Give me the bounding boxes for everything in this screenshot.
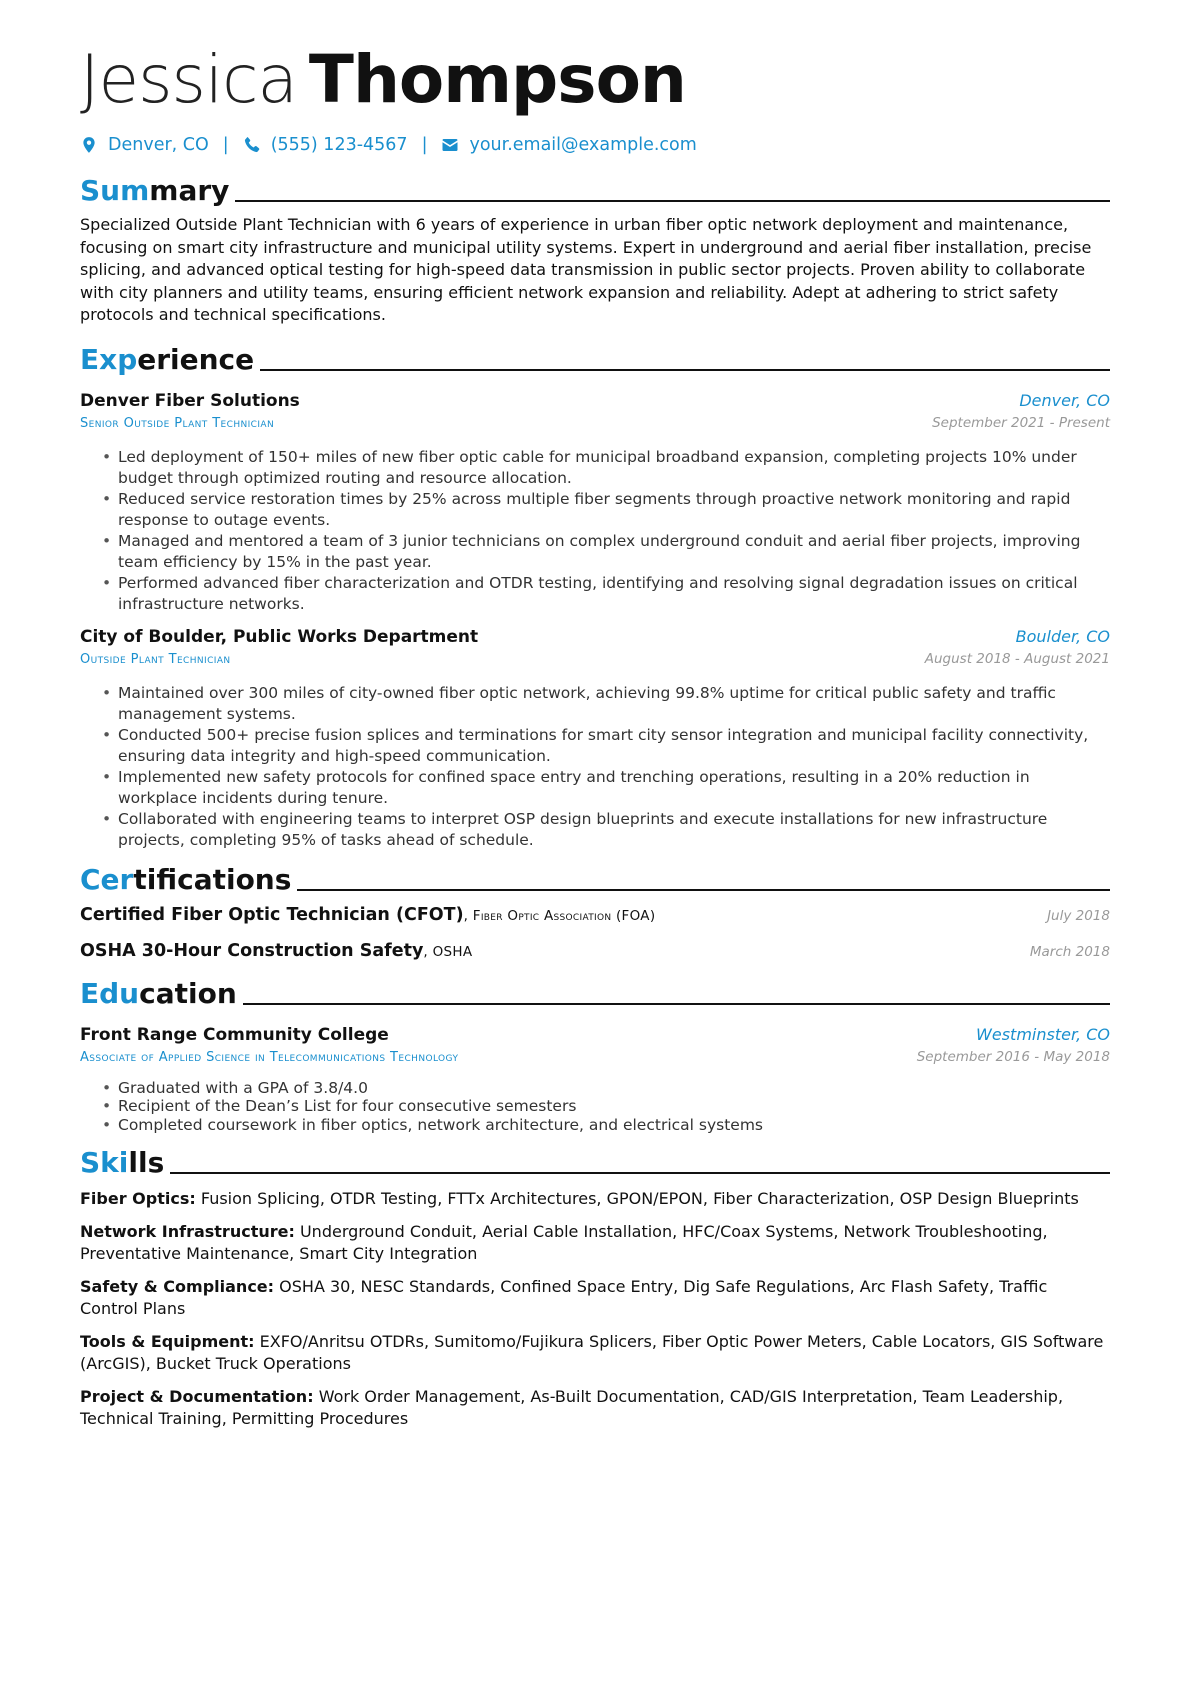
education-bullets	[80, 1079, 1110, 1135]
certification-item: OSHA 30-Hour Construction Safety, OSHA March 2018	[80, 940, 1110, 961]
experience-heading: Experience	[80, 342, 255, 376]
skill-row	[80, 1386, 1110, 1431]
location-item	[80, 135, 209, 155]
section-heading	[80, 1140, 1110, 1180]
skill-category: Safety & Compliance:	[80, 1276, 275, 1296]
skills-section	[80, 1140, 1110, 1431]
list-item: • Completed coursework in fiber optics, network architecture, and electrical systems	[118, 1116, 1110, 1135]
list-item: • Graduated with a GPA of 3.8/4.0	[118, 1079, 1110, 1098]
heading-rule	[235, 200, 1110, 202]
skill-row	[80, 1188, 1110, 1211]
education-section	[80, 971, 1110, 1135]
heading-rule	[170, 1172, 1110, 1174]
education-heading: Education	[80, 976, 237, 1010]
education-entry	[80, 1025, 1110, 1135]
employer-name: City of Boulder, Public Works Department	[80, 626, 479, 647]
skill-row	[80, 1276, 1110, 1321]
list-item: • Collaborated with engineering teams to interpret OSP design blueprints and execute installations for new infrastructure projects, completing 95% of tasks ahead of schedule.	[118, 809, 1110, 851]
contact-bar	[80, 132, 1110, 158]
job-location: Boulder, CO	[1015, 626, 1110, 646]
skill-items: Fusion Splicing, OTDR Testing, FTTx Architectures, GPON/EPON, Fiber Characterization, OSP Design Blueprints	[200, 1189, 1079, 1208]
job-title: Outside Plant Technician	[80, 651, 231, 667]
heading-rule	[243, 1003, 1110, 1005]
list-item: • Conducted 500+ precise fusion splices and terminations for smart city sensor integration and municipal facility connectivity, ensuring data integrity and high-speed communication.	[118, 725, 1110, 767]
section-heading	[80, 168, 1110, 208]
skill-items: OSHA 30, NESC Standards, Confined Space Entry, Dig Safe Regulations, Arc Flash Safety, Traffic Control Plans	[80, 1276, 1048, 1318]
experience-section	[80, 337, 1110, 851]
job-title: Senior Outside Plant Technician	[80, 415, 275, 431]
school-name: Front Range Community College	[80, 1024, 389, 1045]
certifications-section	[80, 857, 1110, 969]
job-dates: August 2018 - August 2021	[924, 650, 1110, 667]
certification-issuer: OSHA	[432, 943, 473, 960]
phone-item	[243, 135, 408, 155]
candidate-name	[80, 40, 1110, 120]
list-item: • Performed advanced fiber characterization and OTDR testing, identifying and resolving signal degradation issues on critical infrastructure networks.	[118, 573, 1110, 615]
education-dates: September 2016 - May 2018	[916, 1048, 1110, 1065]
section-heading	[80, 337, 1110, 377]
contact-separator: |	[421, 135, 428, 155]
summary-text: Specialized Outside Plant Technician with 6 years of experience in urban fiber optic network deployment and maintenance, focusing on smart city infrastructure and municipal utility systems. Expert in underground and aerial fiber installation, precise splicing, and advanced optical testing for high-speed data transmission in public sector projects. Proven ability to collaborate with city planners and utility teams, ensuring efficient network expansion and reliability. Adept at adhering to strict safety protocols and technical specifications.	[80, 215, 1092, 324]
job-dates: September 2021 - Present	[932, 414, 1110, 431]
list-item: • Recipient of the Dean’s List for four consecutive semesters	[118, 1097, 1110, 1116]
certification-name: OSHA 30-Hour Construction Safety	[80, 940, 424, 961]
skill-category: Tools & Equipment:	[80, 1331, 255, 1351]
last-name: Thompson	[308, 41, 686, 118]
list-item: • Reduced service restoration times by 25% across multiple fiber segments through proactive network monitoring and rapid response to outage events.	[118, 489, 1110, 531]
summary-heading: Summary	[80, 174, 230, 207]
skill-items: Underground Conduit, Aerial Cable Installation, HFC/Coax Systems, Network Troubleshooting, Preventative Maintenance, Smart City Integration	[80, 1221, 1048, 1263]
email-link[interactable]: your.email@example.com	[469, 135, 697, 155]
list-item: • Led deployment of 150+ miles of new fiber optic cable for municipal broadband expansion, completing projects 10% under budget through optimized routing and resource allocation.	[118, 447, 1110, 489]
skill-category: Project & Documentation:	[80, 1386, 314, 1406]
skill-items: Work Order Management, As-Built Documentation, CAD/GIS Interpretation, Team Leadership, Technical Training, Permitting Procedures	[80, 1386, 1064, 1428]
envelope-icon	[441, 136, 459, 154]
location-text: Denver, CO	[108, 135, 209, 155]
section-heading	[80, 857, 1110, 897]
skill-items: EXFO/Anritsu OTDRs, Sumitomo/Fujikura Splicers, Fiber Optic Power Meters, Cable Locators, GIS Software (ArcGIS), Bucket Truck Operations	[80, 1331, 1104, 1373]
certification-name: Certified Fiber Optic Technician (CFOT)	[80, 904, 464, 925]
certification-issuer: Fiber Optic Association (FOA)	[472, 907, 656, 924]
degree-title: Associate of Applied Science in Telecommunications Technology	[80, 1049, 459, 1065]
skill-category: Network Infrastructure:	[80, 1221, 295, 1241]
skill-row	[80, 1221, 1110, 1266]
certification-date: March 2018	[1029, 943, 1110, 960]
job-bullets	[80, 683, 1110, 851]
heading-rule	[260, 369, 1110, 371]
email-item[interactable]	[441, 135, 696, 155]
map-pin-icon	[80, 136, 98, 154]
list-item: • Maintained over 300 miles of city-owned fiber optic network, achieving 99.8% uptime for critical public safety and traffic management systems.	[118, 683, 1110, 725]
first-name: Jessica	[80, 41, 297, 118]
job-location: Denver, CO	[1019, 390, 1110, 410]
skill-row	[80, 1331, 1110, 1376]
certification-date: July 2018	[1047, 907, 1110, 924]
certifications-heading: Certifications	[80, 862, 292, 896]
skills-heading: Skills	[80, 1146, 165, 1179]
summary-section	[80, 168, 1110, 327]
resume-page	[80, 40, 1110, 1431]
phone-text: (555) 123-4567	[270, 135, 408, 155]
skill-category: Fiber Optics:	[80, 1189, 196, 1208]
list-item: • Implemented new safety protocols for confined space entry and trenching operations, resulting in a 20% reduction in workplace incidents during tenure.	[118, 767, 1110, 809]
job-bullets	[80, 447, 1110, 615]
list-item: • Managed and mentored a team of 3 junior technicians on complex underground conduit and aerial fiber projects, improving team efficiency by 15% in the past year.	[118, 531, 1110, 573]
job-entry	[80, 391, 1110, 615]
section-heading	[80, 971, 1110, 1011]
certification-item: Certified Fiber Optic Technician (CFOT), Fiber Optic Association (FOA) July 2018	[80, 904, 1110, 925]
heading-rule	[297, 889, 1110, 891]
contact-separator: |	[222, 135, 229, 155]
school-location: Westminster, CO	[976, 1024, 1110, 1044]
job-entry	[80, 627, 1110, 851]
employer-name: Denver Fiber Solutions	[80, 390, 300, 411]
phone-icon	[243, 136, 261, 154]
